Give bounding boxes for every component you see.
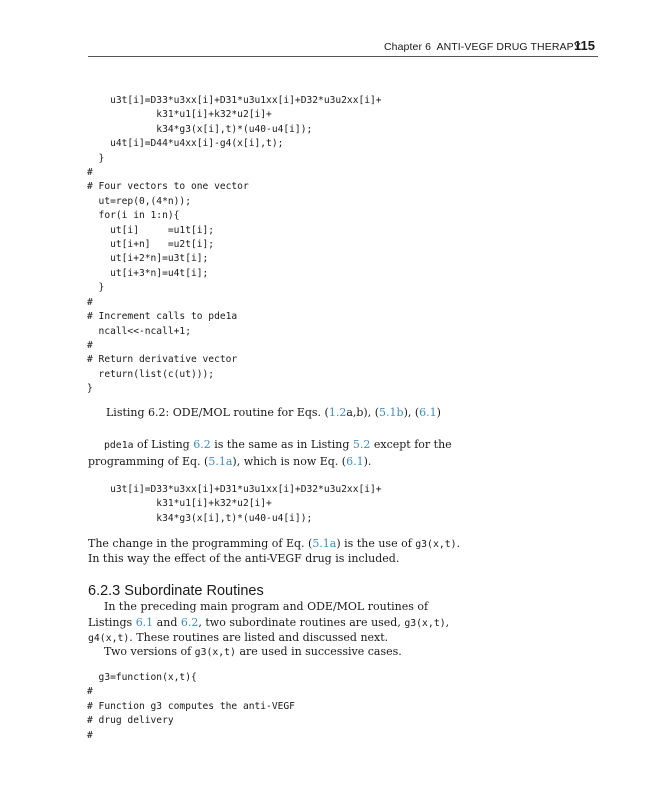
code-line: g3=function(x,t){ <box>87 672 197 683</box>
paragraph-2-line-1 <box>88 537 460 550</box>
code-line: k31*u1[i]+k32*u2[i]+ <box>87 498 272 510</box>
ref-listing-5-2[interactable]: 5.2 <box>352 438 371 451</box>
code-line: } <box>87 282 105 294</box>
paragraph-3-line-2 <box>88 616 449 629</box>
code-line: u3t[i]=D33*u3xx[i]+D31*u3u1xx[i]+D32*u3u2xx[i]+ <box>87 484 382 495</box>
page-number: 115 <box>574 38 595 53</box>
paragraph-1-line-2 <box>88 455 371 468</box>
ref-eq-5-1a[interactable]: 5.1a <box>312 537 337 550</box>
caption-ref-eq-1-2[interactable]: 1.2 <box>328 406 347 419</box>
code-line: ncall<<-ncall+1; <box>87 325 191 337</box>
text: , <box>445 616 450 629</box>
code-line: # <box>87 686 93 698</box>
text: ) is the use of <box>336 537 416 550</box>
text: The change in the programming of Eq. ( <box>88 537 313 550</box>
text: ), which is now Eq. ( <box>232 455 347 468</box>
paragraph-4 <box>104 645 402 658</box>
code-excerpt-u3t <box>87 483 382 526</box>
inline-code-g4: g4(x,t) <box>88 633 130 644</box>
inline-code-pde1a: pde1a <box>104 440 134 451</box>
code-line: k34*g3(x[i],t)*(u40-u4[i]); <box>87 123 313 135</box>
paragraph-3-line-3 <box>88 631 388 644</box>
text: of Listing <box>133 438 194 451</box>
text: is the same as in Listing <box>210 438 353 451</box>
text: are used in successive cases. <box>235 645 402 658</box>
text: and <box>153 616 181 629</box>
paragraph-3-line-1: In the preceding main program and ODE/MOL routines of <box>104 600 429 613</box>
text: except for the <box>370 438 452 451</box>
code-line: # <box>87 339 93 351</box>
code-listing-g3-start <box>87 671 295 743</box>
code-listing-continuation <box>87 94 382 397</box>
header-rule <box>88 56 598 57</box>
code-line: } <box>87 383 93 395</box>
code-line: ut[i+3*n]=u4t[i]; <box>87 267 209 279</box>
code-line: # drug delivery <box>87 715 174 727</box>
text: . <box>456 537 461 550</box>
text: ). <box>363 455 372 468</box>
code-line: ut[i] =u1t[i]; <box>87 224 215 236</box>
code-line: k31*u1[i]+k32*u2[i]+ <box>87 109 272 121</box>
code-line: } <box>87 152 105 164</box>
ref-listing-6-1[interactable]: 6.1 <box>135 616 154 629</box>
paragraph-2-line-2: In this way the effect of the anti-VEGF drug is included. <box>88 552 400 565</box>
code-line: return(list(c(ut))); <box>87 368 215 380</box>
code-line: ut[i+2*n]=u3t[i]; <box>87 253 209 265</box>
inline-code-g3: g3(x,t) <box>194 647 236 658</box>
code-line: # <box>87 296 93 308</box>
text: , two subordinate routines are used, <box>198 616 405 629</box>
text: . These routines are listed and discussed next. <box>129 631 389 644</box>
code-line: # <box>87 167 93 179</box>
code-line: ut[i+n] =u2t[i]; <box>87 239 215 251</box>
ref-eq-5-1a[interactable]: 5.1a <box>208 455 233 468</box>
caption-ref-eq-6-1[interactable]: 6.1 <box>419 406 437 419</box>
caption-prefix: Listing 6.2: ODE/MOL routine for Eqs. ( <box>106 406 329 419</box>
listing-caption <box>106 406 441 419</box>
section-heading: 6.2.3 Subordinate Routines <box>88 583 264 599</box>
code-line: ut=rep(0,(4*n)); <box>87 195 191 207</box>
code-line: # <box>87 729 93 741</box>
code-line: # Increment calls to pde1a <box>87 311 238 323</box>
code-line: # Return derivative vector <box>87 354 238 366</box>
caption-suffix: ) <box>436 406 441 419</box>
caption-mid-2: ), ( <box>403 406 420 419</box>
ref-listing-6-2[interactable]: 6.2 <box>193 438 211 451</box>
code-line: # Four vectors to one vector <box>87 181 249 193</box>
text: Listings <box>88 616 136 629</box>
paragraph-1-line-1 <box>104 438 452 451</box>
code-line: u4t[i]=D44*u4xx[i]-g4(x[i],t); <box>87 138 284 150</box>
code-line: for(i in 1:n){ <box>87 210 180 222</box>
inline-code-g3: g3(x,t) <box>404 618 446 629</box>
code-line: k34*g3(x[i],t)*(u40-u4[i]); <box>87 512 313 524</box>
text: Two versions of <box>104 645 195 658</box>
inline-code-g3: g3(x,t) <box>415 539 457 550</box>
ref-listing-6-2[interactable]: 6.2 <box>180 616 199 629</box>
running-header-chapter: Chapter 6 ANTI-VEGF DRUG THERAPY <box>384 41 581 53</box>
code-line: u3t[i]=D33*u3xx[i]+D31*u3u1xx[i]+D32*u3u2xx[i]+ <box>87 95 382 106</box>
caption-ref-eq-5-1b[interactable]: 5.1b <box>379 406 404 419</box>
code-line: # Function g3 computes the anti-VEGF <box>87 700 295 712</box>
text: programming of Eq. ( <box>88 455 209 468</box>
ref-eq-6-1[interactable]: 6.1 <box>346 455 364 468</box>
caption-mid-1: a,b), ( <box>346 406 380 419</box>
